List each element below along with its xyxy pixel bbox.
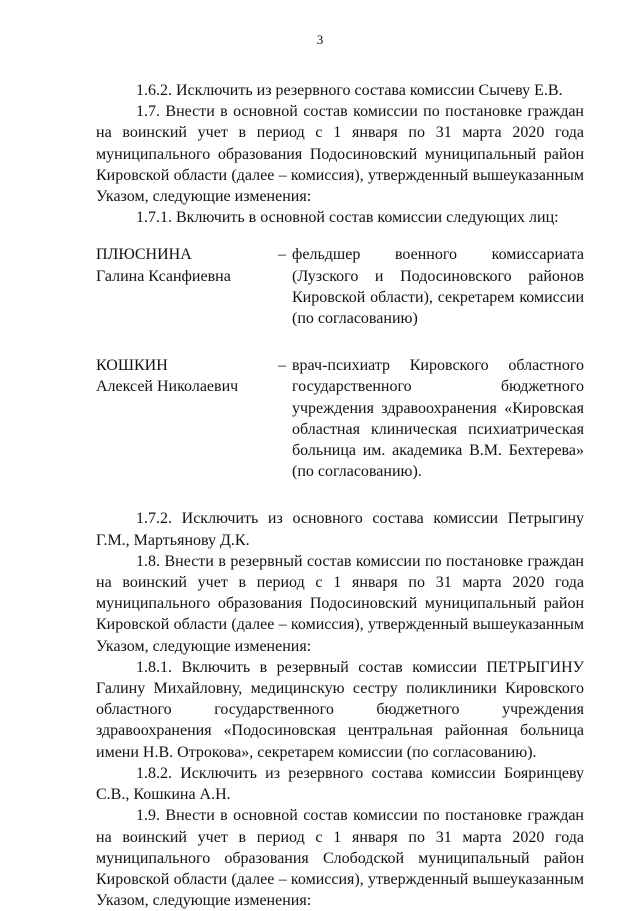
paragraph-1-7: 1.7. Внести в основной состав комиссии по постановке граждан на воинский учет в период с 1 января по 31 марта 2020 года муниципального образования Подосиновский муниципальный район Кировской области (далее – комиссия), утвержденный вышеуказанным Указом, следующие изменения:: [96, 103, 584, 206]
member-entry: [96, 244, 584, 329]
paragraph-1-9: 1.9. Внести в основной состав комиссии по постановке граждан на воинский учет в период с 1 января по 31 марта 2020 года муниципального образования Слободской муниципальный район Кировской области (далее – комиссия), утвержденный вышеуказанным Указом, следующие изменения:: [96, 807, 584, 910]
paragraph-1-7-2: 1.7.2. Исключить из основного состава комиссии Петрыгину Г.М., Мартьянову Д.К.: [96, 510, 584, 549]
member-name: [96, 355, 278, 482]
paragraph-1-8-2: 1.8.2. Исключить из резервного состава комиссии Бояринцеву С.В., Кошкина А.Н.: [96, 764, 584, 804]
page-number: 3: [316, 32, 324, 47]
member-dash: –: [278, 357, 286, 375]
member-name: [96, 244, 278, 329]
member-entry: [96, 355, 584, 482]
member-role: врач-психиатр Кировского областного государственного бюджетного учреждения здравоохранения «Кировская областная клиническая психиатрическая больница им. академика В.М. Бехтерева» (по согласованию).: [292, 357, 584, 481]
paragraph-1-7-1: 1.7.1. Включить в основной состав комиссии следующих лиц:: [136, 209, 559, 227]
member-role: фельдшер военного комиссариата (Лузского и Подосиновского районов Кировской области), секретарем комиссии (по согласованию): [292, 246, 584, 328]
document-body: [96, 80, 584, 911]
paragraph-1-6-2: 1.6.2. Исключить из резервного состава комиссии Сычеву Е.В.: [136, 82, 563, 99]
member-given-names: Алексей Николаевич: [96, 378, 239, 396]
member-given-names: Галина Ксанфиевна: [96, 267, 231, 285]
member-surname: ПЛЮСНИНА: [96, 246, 192, 264]
paragraph-1-8: 1.8. Внести в резервный состав комиссии по постановке граждан на воинский учет в период с 1 января по 31 марта 2020 года муниципального образования Подосиновский муниципальный район Кировской области (далее – комиссия), утвержденный вышеуказанным Указом, следующие изменения:: [96, 552, 584, 655]
paragraph-1-8-1: 1.8.1. Включить в резервный состав комиссии ПЕТРЫГИНУ Галину Михайловну, медицинскую сестру поликлиники Кировского областного государственного бюджетного учреждения здравоохранения «Подосиновская центральная районная больница имени Н.В. Отрокова», секретарем комиссии (по согласованию).: [96, 658, 584, 761]
member-surname: КОШКИН: [96, 357, 168, 375]
member-dash: –: [278, 246, 286, 264]
